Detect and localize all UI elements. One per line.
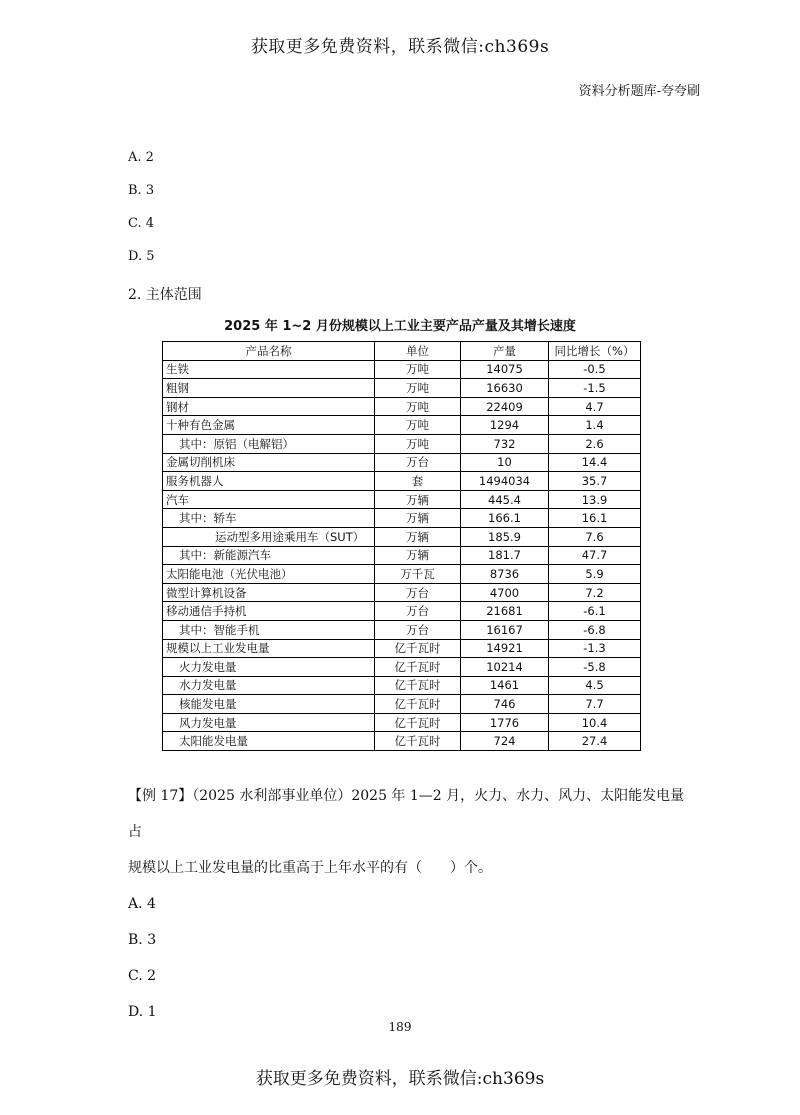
prev-option-c: C. 4 [128, 216, 155, 231]
cell-unit: 万吨 [375, 379, 461, 398]
cell-product-name: 钢材 [163, 397, 375, 416]
cell-unit: 亿千瓦时 [375, 639, 461, 658]
cell-output: 166.1 [461, 509, 549, 528]
cell-growth: 14.4 [549, 453, 641, 472]
cell-product-name: 水力发电量 [163, 676, 375, 695]
cell-product-name: 汽车 [163, 490, 375, 509]
cell-growth: 7.2 [549, 583, 641, 602]
table-row [163, 379, 641, 398]
cell-product-name: 微型计算机设备 [163, 583, 375, 602]
prev-option-d: D. 5 [128, 249, 155, 264]
cell-unit: 万辆 [375, 546, 461, 565]
table-row [163, 416, 641, 435]
cell-output: 14921 [461, 639, 549, 658]
bottom-watermark-banner: 获取更多免费资料，联系微信:ch369s [255, 1069, 545, 1089]
cell-unit: 亿千瓦时 [375, 658, 461, 677]
table-title: 2025 年 1~2 月份规模以上工业主要产品产量及其增长速度 [224, 319, 576, 334]
cell-product-name: 其中：新能源汽车 [163, 546, 375, 565]
cell-growth: -1.3 [549, 639, 641, 658]
cell-output: 21681 [461, 602, 549, 621]
table-row [163, 527, 641, 546]
cell-product-name: 其中：原铝（电解铝） [163, 434, 375, 453]
cell-unit: 套 [375, 472, 461, 491]
cell-growth: 47.7 [549, 546, 641, 565]
table-row [163, 620, 641, 639]
cell-output: 10214 [461, 658, 549, 677]
cell-unit: 万辆 [375, 490, 461, 509]
cell-growth: -6.1 [549, 602, 641, 621]
table-row [163, 732, 641, 751]
cell-product-name: 核能发电量 [163, 695, 375, 714]
table-row [163, 602, 641, 621]
cell-unit: 万吨 [375, 397, 461, 416]
cell-growth: 7.7 [549, 695, 641, 714]
cell-growth: 5.9 [549, 565, 641, 584]
cell-growth: 35.7 [549, 472, 641, 491]
cell-growth: -5.8 [549, 658, 641, 677]
cell-growth: -6.8 [549, 620, 641, 639]
cell-output: 181.7 [461, 546, 549, 565]
cell-growth: 16.1 [549, 509, 641, 528]
question-block [128, 778, 688, 1030]
cell-growth: 27.4 [549, 732, 641, 751]
table-row [163, 565, 641, 584]
cell-output: 445.4 [461, 490, 549, 509]
cell-growth: 4.5 [549, 676, 641, 695]
cell-output: 1494034 [461, 472, 549, 491]
prev-option-a: A. 2 [128, 150, 154, 165]
table-row [163, 658, 641, 677]
option-a: A. 4 [128, 896, 156, 912]
cell-product-name: 太阳能电池（光伏电池） [163, 565, 375, 584]
cell-unit: 万吨 [375, 416, 461, 435]
table-row [163, 472, 641, 491]
cell-growth: 10.4 [549, 713, 641, 732]
cell-product-name: 金属切削机床 [163, 453, 375, 472]
header-product: 产品名称 [163, 342, 375, 361]
header-unit: 单位 [375, 342, 461, 361]
cell-unit: 亿千瓦时 [375, 713, 461, 732]
question-stem-line1: 【例 17】（2025 水利部事业单位）2025 年 1—2 月，火力、水力、风力、太阳能发电量占 [128, 788, 685, 840]
cell-output: 10 [461, 453, 549, 472]
cell-product-name: 十种有色金属 [163, 416, 375, 435]
cell-output: 16167 [461, 620, 549, 639]
cell-unit: 亿千瓦时 [375, 732, 461, 751]
cell-output: 4700 [461, 583, 549, 602]
table-row [163, 583, 641, 602]
cell-unit: 万台 [375, 602, 461, 621]
cell-product-name: 风力发电量 [163, 713, 375, 732]
cell-output: 8736 [461, 565, 549, 584]
table-body [163, 360, 641, 750]
cell-growth: 2.6 [549, 434, 641, 453]
table-row [163, 713, 641, 732]
cell-unit: 亿千瓦时 [375, 695, 461, 714]
cell-output: 1294 [461, 416, 549, 435]
cell-unit: 万辆 [375, 509, 461, 528]
cell-output: 746 [461, 695, 549, 714]
cell-growth: -0.5 [549, 360, 641, 379]
cell-product-name: 其中：智能手机 [163, 620, 375, 639]
table-row [163, 490, 641, 509]
cell-output: 22409 [461, 397, 549, 416]
table-row [163, 546, 641, 565]
cell-unit: 万吨 [375, 360, 461, 379]
cell-growth: 7.6 [549, 527, 641, 546]
cell-output: 1776 [461, 713, 549, 732]
cell-product-name: 规模以上工业发电量 [163, 639, 375, 658]
cell-output: 16630 [461, 379, 549, 398]
cell-unit: 万台 [375, 453, 461, 472]
cell-output: 724 [461, 732, 549, 751]
page-number: 189 [388, 1020, 412, 1034]
table-row [163, 397, 641, 416]
cell-product-name: 生铁 [163, 360, 375, 379]
cell-unit: 万吨 [375, 434, 461, 453]
table-row [163, 676, 641, 695]
cell-unit: 万台 [375, 620, 461, 639]
header-output: 产量 [461, 342, 549, 361]
cell-output: 732 [461, 434, 549, 453]
top-watermark-banner: 获取更多免费资料，联系微信:ch369s [250, 37, 550, 57]
table-row [163, 639, 641, 658]
cell-output: 1461 [461, 676, 549, 695]
table-header-row [163, 342, 641, 361]
prev-option-b: B. 3 [128, 183, 155, 198]
cell-product-name: 太阳能发电量 [163, 732, 375, 751]
cell-growth: 1.4 [549, 416, 641, 435]
cell-product-name: 粗钢 [163, 379, 375, 398]
cell-output: 14075 [461, 360, 549, 379]
section-title: 2. 主体范围 [128, 287, 202, 303]
cell-product-name: 服务机器人 [163, 472, 375, 491]
table-row [163, 434, 641, 453]
cell-unit: 亿千瓦时 [375, 676, 461, 695]
cell-growth: -1.5 [549, 379, 641, 398]
cell-growth: 4.7 [549, 397, 641, 416]
table-row [163, 360, 641, 379]
cell-product-name: 其中：轿车 [163, 509, 375, 528]
cell-product-name: 火力发电量 [163, 658, 375, 677]
option-c: C. 2 [128, 968, 157, 984]
cell-product-name: 移动通信手持机 [163, 602, 375, 621]
question-stem-line2: 规模以上工业发电量的比重高于上年水平的有（ ）个。 [128, 860, 492, 876]
cell-growth: 13.9 [549, 490, 641, 509]
cell-product-name: 运动型多用途乘用车（SUT） [163, 527, 375, 546]
cell-unit: 万台 [375, 583, 461, 602]
cell-output: 185.9 [461, 527, 549, 546]
data-table [162, 341, 641, 751]
table-row [163, 453, 641, 472]
header-growth: 同比增长（%） [549, 342, 641, 361]
cell-unit: 万辆 [375, 527, 461, 546]
option-b: B. 3 [128, 932, 157, 948]
option-d: D. 1 [128, 1004, 157, 1020]
page-header: 资料分析题库-夸夸刷 [578, 84, 700, 99]
table-row [163, 695, 641, 714]
table-row [163, 509, 641, 528]
cell-unit: 万千瓦 [375, 565, 461, 584]
